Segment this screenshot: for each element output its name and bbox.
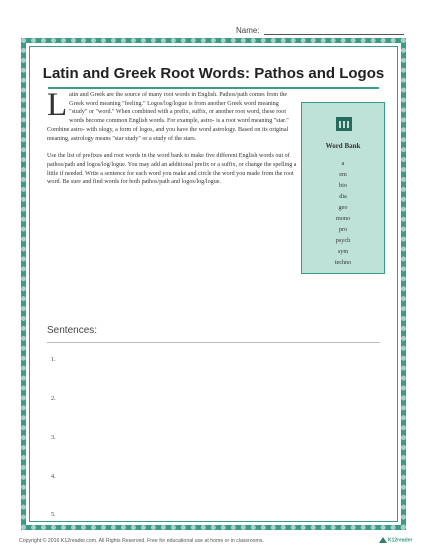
sentences-divider [47, 342, 380, 343]
sentence-number: 4. [51, 473, 56, 480]
word-bank-item: bio [339, 182, 347, 189]
k12reader-logo [379, 537, 412, 543]
name-field[interactable] [236, 26, 404, 35]
word-bank-item: dia [339, 193, 347, 200]
logo-text: K12reader [388, 537, 413, 544]
name-line[interactable] [264, 27, 404, 35]
name-label: Name: [236, 26, 260, 35]
word-bank-item: mono [335, 215, 351, 222]
word-bank-item: geo [338, 204, 348, 211]
intro-text: atin and Greek are the source of many root words in English. Pathos/path comes from the Greek word meaning "feeling." Logos/log/logue is from another Greek word meaning "study" or "word." When combined with a prefix, suffix, or another root word, these root words become common English words. For example, astro- is a root word meaning "star." Combine astro- with ology, a form of logos, and you have the word astrology. Based on its original meaning, astrology means "star study" or a study of the stars. [47, 92, 289, 142]
sentence-number: 3. [51, 434, 56, 441]
logo-icon [379, 537, 387, 543]
word-bank-item: psych [335, 237, 351, 244]
worksheet-border [21, 38, 406, 530]
body-text [47, 87, 297, 196]
intro-paragraph [47, 87, 297, 143]
word-bank-item: sym [337, 248, 349, 255]
word-bank-item: pro [338, 226, 348, 233]
worksheet-title: Latin and Greek Root Words: Pathos and Logos [42, 65, 385, 82]
sentences-heading: Sentences: [47, 325, 98, 336]
word-bank-item: techno [334, 259, 352, 266]
instructions-paragraph: Use the list of prefixes and root words in the word bank to make five different English words out of pathos/path and logos/log/logue. You may add an additional prefix or a suffix, or change the spelling a little if needed. Write a sentence for each word you make and circle the word you made from the root word. Be sure and find words for both pathos/path and logos/log/logue. [47, 153, 297, 186]
word-bank-title: Word Bank [325, 142, 361, 150]
sentence-number: 2. [51, 395, 56, 402]
sentence-number: 1. [51, 356, 56, 363]
sentence-number: 5. [51, 511, 56, 518]
word-bank [301, 102, 385, 274]
columns-icon [336, 117, 352, 131]
copyright-text: Copyright © 2016 K12reader.com. All Rights Reserved. Free for educational use at home or in classrooms. [19, 538, 264, 544]
title-divider [48, 87, 379, 89]
word-bank-item: a [341, 160, 345, 167]
word-bank-item: em [339, 171, 347, 178]
word-bank-list [302, 158, 384, 268]
drop-cap: L [47, 87, 68, 123]
